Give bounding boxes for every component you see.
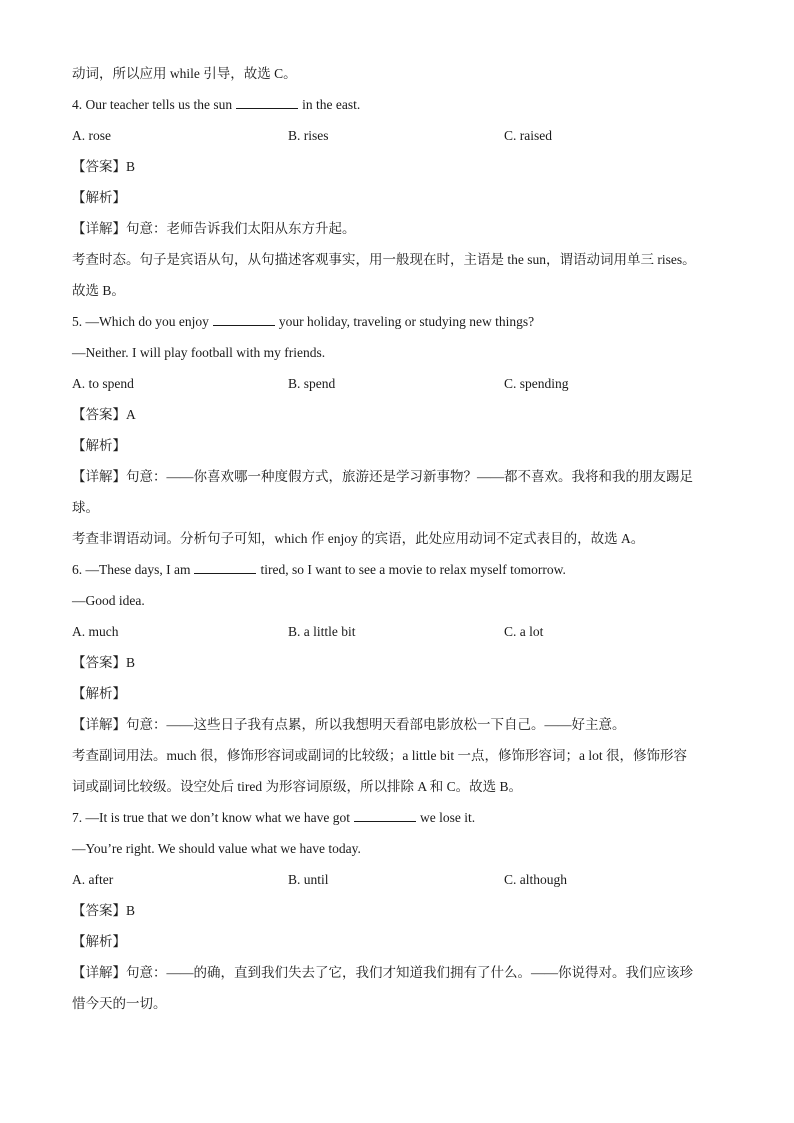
explanation-line: 【详解】句意：——的确，直到我们失去了它，我们才知道我们拥有了什么。——你说得对。我们应该珍 — [72, 965, 693, 980]
analysis-label: 【解析】 — [72, 438, 126, 453]
explanation-text — [72, 746, 732, 797]
question-6 — [72, 560, 732, 580]
explanation-line: 球。 — [72, 500, 99, 515]
question-5-options — [72, 374, 732, 394]
detail-explanation: 【详解】句意：——这些日子我有点累，所以我想明天看部电影放松一下自己。——好主意。 — [72, 717, 626, 732]
option-a: A. rose — [72, 128, 111, 143]
option-a: A. much — [72, 624, 119, 639]
question-text: 7. —It is true that we don’t know what we have got — [72, 810, 350, 825]
option-b: B. spend — [288, 376, 336, 391]
question-4-options — [72, 126, 732, 146]
answer-blank — [213, 312, 275, 326]
option-c: C. although — [504, 872, 567, 887]
question-text: 4. Our teacher tells us the sun — [72, 97, 233, 112]
document-page — [72, 64, 732, 1025]
question-text: tired, so I want to see a movie to relax myself tomorrow. — [260, 562, 566, 577]
answer-label: 【答案】B — [72, 655, 136, 670]
explanation-text: 考查时态。句子是宾语从句，从句描述客观事实，用一般现在时，主语是 the sun，谓语动词用单三 rises。 — [72, 252, 696, 267]
explanation-line: 考查副词用法。much 很，修饰形容词或副词的比较级；a little bit 一点，修饰形容词；a lot 很，修饰形容 — [72, 748, 687, 763]
answer-label: 【答案】A — [72, 407, 136, 422]
question-text: 5. —Which do you enjoy — [72, 314, 209, 329]
option-b: B. rises — [288, 128, 329, 143]
question-5 — [72, 312, 732, 332]
answer-blank — [236, 95, 298, 109]
question-text: we lose it. — [419, 810, 476, 825]
option-c: C. a lot — [504, 624, 544, 639]
analysis-label: 【解析】 — [72, 190, 126, 205]
question-text: in the east. — [302, 97, 361, 112]
option-a: A. after — [72, 872, 114, 887]
question-6-options — [72, 622, 732, 642]
option-b: B. a little bit — [288, 624, 356, 639]
question-7 — [72, 808, 732, 828]
answer-blank — [194, 560, 256, 574]
dialogue-reply: —Neither. I will play football with my friends. — [72, 345, 326, 360]
analysis-label: 【解析】 — [72, 686, 126, 701]
dialogue-reply: —You’re right. We should value what we have today. — [72, 841, 361, 856]
detail-explanation: 【详解】句意：老师告诉我们太阳从东方升起。 — [72, 221, 356, 236]
dialogue-reply: —Good idea. — [72, 593, 145, 608]
explanation-text: 考查非谓语动词。分析句子可知，which 作 enjoy 的宾语，此处应用动词不定式表目的，故选 A。 — [72, 531, 645, 546]
text-line: 动词，所以应用 while 引导，故选 C。 — [72, 66, 297, 81]
answer-blank — [354, 808, 416, 822]
explanation-line: 惜今天的一切。 — [72, 996, 167, 1011]
answer-label: 【答案】B — [72, 159, 136, 174]
question-text: 6. —These days, I am — [72, 562, 191, 577]
question-7-options — [72, 870, 732, 890]
detail-explanation — [72, 467, 732, 518]
option-b: B. until — [288, 872, 329, 887]
option-c: C. raised — [504, 128, 552, 143]
option-c: C. spending — [504, 376, 569, 391]
explanation-line: 【详解】句意：——你喜欢哪一种度假方式，旅游还是学习新事物？——都不喜欢。我将和我的朋友踢足 — [72, 469, 693, 484]
analysis-label: 【解析】 — [72, 934, 126, 949]
answer-label: 【答案】B — [72, 903, 136, 918]
question-4 — [72, 95, 732, 115]
question-text: your holiday, traveling or studying new things? — [278, 314, 535, 329]
explanation-text: 故选 B。 — [72, 283, 125, 298]
option-a: A. to spend — [72, 376, 134, 391]
detail-explanation — [72, 963, 732, 1014]
explanation-line: 词或副词比较级。设空处后 tired 为形容词原级，所以排除 A 和 C。故选 B。 — [72, 779, 523, 794]
